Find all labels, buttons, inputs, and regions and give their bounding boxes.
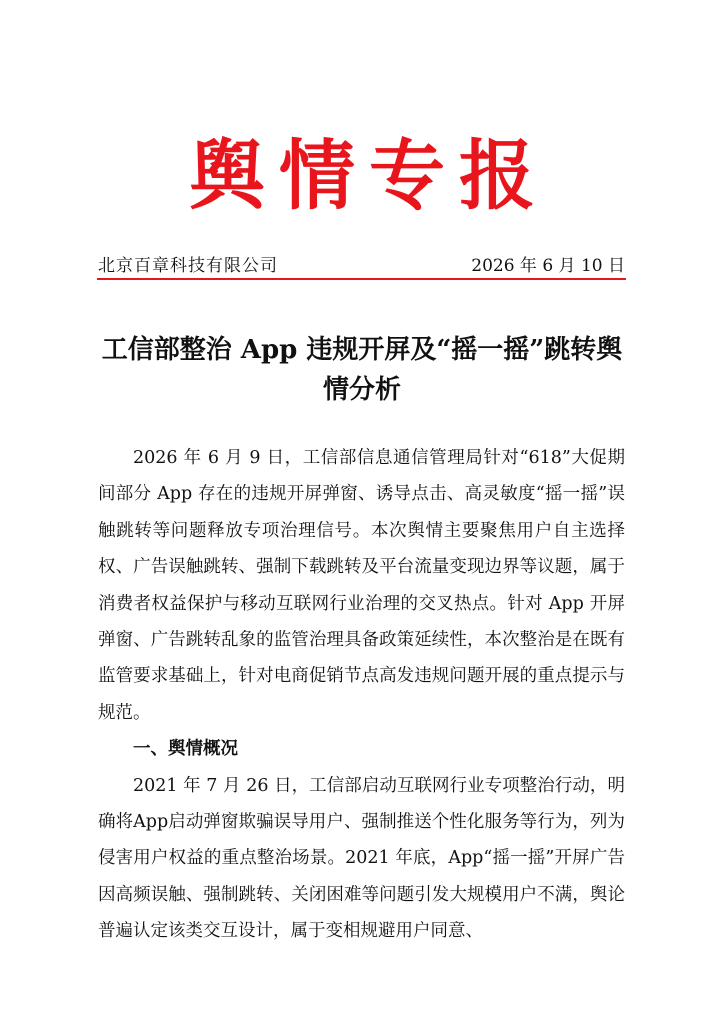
document-header <box>98 254 625 278</box>
section-heading: 一、舆情概况 <box>133 739 238 760</box>
issuing-organization: 北京百章科技有限公司 <box>98 256 278 276</box>
red-divider <box>97 278 626 280</box>
report-title: 工信部整治 App 违规开屏及“摇一摇”跳转舆情分析 <box>101 335 623 405</box>
masthead-title: 舆情专报 <box>189 131 549 220</box>
document-body <box>98 440 625 950</box>
intro-paragraph: 2026 年 6 月 9 日，工信部信息通信管理局针对“618”大促期间部分 App 存在的违规开屏弹窗、诱导点击、高灵敏度“摇一摇”误触跳转等问题释放专项治理信号。本次舆情主要聚焦用户自主选择权、广告误触跳转、强制下载跳转及平台流量变现边界等议题，属于消费者权益保护与移动互联网行业治理的交叉热点。针对 App 开屏弹窗、广告跳转乱象的监管治理具备政策延续性，本次整治是在既有监管要求基础上，针对电商促销节点高发违规问题开展的重点提示与规范。 <box>98 448 625 723</box>
section-paragraph: 2021 年 7 月 26 日，工信部启动互联网行业专项整治行动，明确将App启动弹窗欺骗误导用户、强制推送个性化服务等行为，列为侵害用户权益的重点整治场景。2021 年底，App“摇一摇”开屏广告因高频误触、强制跳转、关闭困难等问题引发大规模用户不满，舆论普遍认定该类交互设计，属于变相规避用户同意、 <box>98 775 625 942</box>
issue-date: 2026 年 6 月 10 日 <box>471 256 625 276</box>
